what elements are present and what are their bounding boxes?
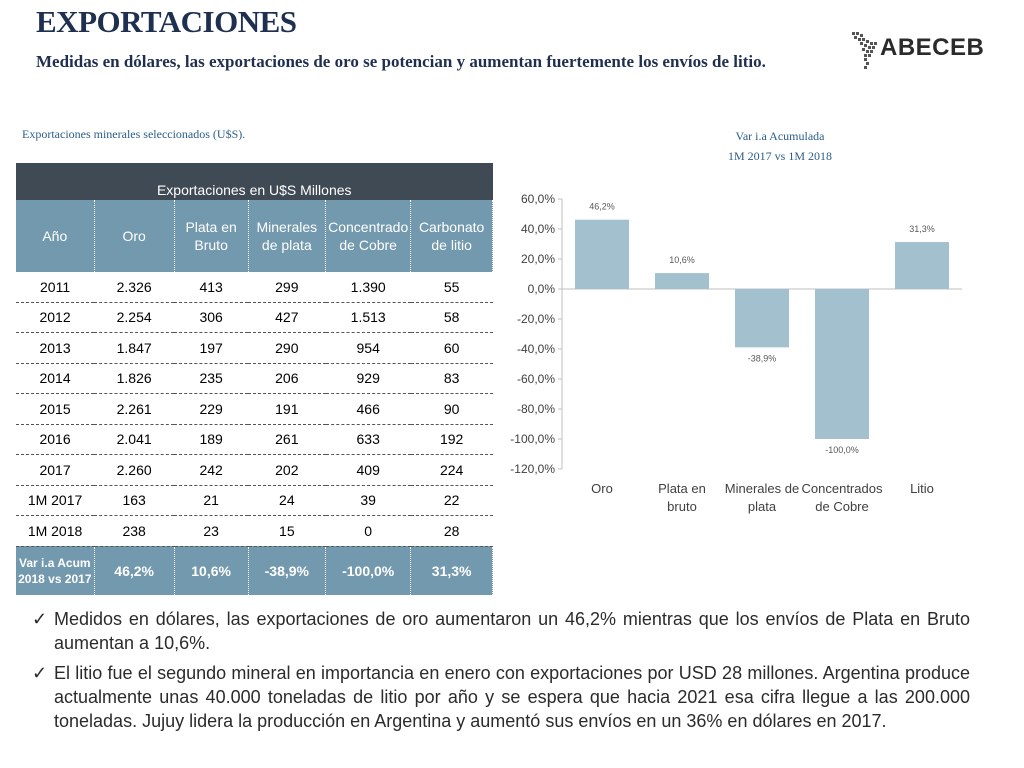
table-row <box>16 516 493 547</box>
y-tick-label: -60,0% <box>516 372 555 386</box>
data-label: -100,0% <box>825 445 859 455</box>
table-cell: 2.326 <box>94 272 174 302</box>
footer-cell: -38,9% <box>248 546 326 595</box>
table-cell: 242 <box>174 455 248 486</box>
page-subtitle: Medidas en dólares, las exportaciones de oro se potencian y aumentan fuertemente los envíos de litio. <box>36 52 766 71</box>
footer-cell: -100,0% <box>326 546 411 595</box>
table-cell: 28 <box>411 516 493 547</box>
table-caption: Exportaciones minerales seleccionados (U$S). <box>22 127 246 141</box>
table-cell: 58 <box>411 302 493 333</box>
logo-text: ABECEB <box>880 34 985 61</box>
table-cell: 2011 <box>16 272 94 302</box>
y-tick-label: -120,0% <box>510 462 555 476</box>
y-tick-label: -100,0% <box>510 432 555 446</box>
south-america-map-icon <box>850 30 880 72</box>
data-label: 46,2% <box>589 201 615 212</box>
table-row <box>16 455 493 486</box>
table-cell: 633 <box>326 424 411 455</box>
bullet-item <box>32 661 970 733</box>
table-cell: 2017 <box>16 455 94 486</box>
variation-bar-chart <box>494 180 984 540</box>
table-cell: 2013 <box>16 333 94 364</box>
column-header: Minerales de plata <box>248 200 326 272</box>
column-header: Concentrado de Cobre <box>326 200 411 272</box>
table-cell: 2015 <box>16 394 94 425</box>
table-cell: 23 <box>174 516 248 547</box>
y-tick-label: 60,0% <box>520 192 555 206</box>
exports-table <box>16 163 493 595</box>
table-cell: 290 <box>248 333 326 364</box>
table-cell: 1.847 <box>94 333 174 364</box>
table-cell: 299 <box>248 272 326 302</box>
page-title: EXPORTACIONES <box>36 4 297 39</box>
table-cell: 413 <box>174 272 248 302</box>
table-cell: 2014 <box>16 363 94 394</box>
footer-label: Var i.a Acum 2018 vs 2017 <box>16 546 94 595</box>
table-cell: 238 <box>94 516 174 547</box>
table-cell: 1.513 <box>326 302 411 333</box>
table-cell: 229 <box>174 394 248 425</box>
table-cell: 15 <box>248 516 326 547</box>
table-cell: 224 <box>411 455 493 486</box>
table-cell: 39 <box>326 485 411 516</box>
table-header-row <box>16 200 493 272</box>
table-cell: 191 <box>248 394 326 425</box>
y-tick-label: 20,0% <box>520 252 555 266</box>
table-footer-row <box>16 546 493 595</box>
table-cell: 2.261 <box>94 394 174 425</box>
table-cell: 206 <box>248 363 326 394</box>
table-cell: 83 <box>411 363 493 394</box>
table-cell: 1M 2017 <box>16 485 94 516</box>
table-cell: 24 <box>248 485 326 516</box>
bar <box>735 289 789 347</box>
table-row <box>16 272 493 302</box>
checkmark-icon: ✓ <box>32 663 48 683</box>
table-cell: 21 <box>174 485 248 516</box>
table-row <box>16 485 493 516</box>
x-tick-label: bruto <box>667 499 697 514</box>
table-cell: 189 <box>174 424 248 455</box>
data-label: 31,3% <box>909 224 935 235</box>
x-tick-label: Minerales de <box>724 481 800 496</box>
y-tick-label: -20,0% <box>516 312 555 326</box>
table-cell: 22 <box>411 485 493 516</box>
bar <box>895 242 949 289</box>
bar <box>815 289 869 439</box>
footer-cell: 10,6% <box>174 546 248 595</box>
table-cell: 1M 2018 <box>16 516 94 547</box>
table-cell: 2.254 <box>94 302 174 333</box>
table-cell: 409 <box>326 455 411 486</box>
table-cell: 1.826 <box>94 363 174 394</box>
table-cell: 2012 <box>16 302 94 333</box>
column-header: Oro <box>94 200 174 272</box>
y-tick-label: -80,0% <box>516 402 555 416</box>
checkmark-icon: ✓ <box>32 609 48 629</box>
table-row <box>16 333 493 364</box>
table-cell: 929 <box>326 363 411 394</box>
table-row <box>16 363 493 394</box>
abeceb-logo <box>850 30 1000 76</box>
footer-cell: 46,2% <box>94 546 174 595</box>
table-cell: 60 <box>411 333 493 364</box>
table-cell: 2.260 <box>94 455 174 486</box>
x-tick-label: Litio <box>910 481 934 496</box>
table-cell: 2016 <box>16 424 94 455</box>
x-tick-label: Plata en <box>658 481 706 496</box>
chart-caption <box>700 126 860 166</box>
bullet-list <box>32 607 970 739</box>
table-cell: 306 <box>174 302 248 333</box>
column-header: Plata en Bruto <box>174 200 248 272</box>
x-tick-label: Oro <box>591 481 613 496</box>
table-cell: 466 <box>326 394 411 425</box>
table-body <box>16 272 493 595</box>
x-tick-label: Concentrados <box>801 481 883 496</box>
table-title: Exportaciones en U$S Millones <box>16 163 493 200</box>
bullet-item <box>32 607 970 655</box>
table-cell: 0 <box>326 516 411 547</box>
table-cell: 2.041 <box>94 424 174 455</box>
table-cell: 235 <box>174 363 248 394</box>
table-row <box>16 302 493 333</box>
y-tick-label: -40,0% <box>516 342 555 356</box>
table-row <box>16 424 493 455</box>
y-tick-label: 40,0% <box>520 222 555 236</box>
bullet-text: El litio fue el segundo mineral en importancia en enero con exportaciones por USD 28 millones. Argentina produce actualmente unas 40.000 toneladas de litio por año y se espera que hacia 2021 esa cifra llegue a las 200.000 toneladas. Jujuy lidera la producción en Argentina y aumentó sus envíos en un 36% en dólares en 2017. <box>54 663 970 731</box>
column-header: Año <box>16 200 94 272</box>
x-tick-label: plata <box>747 499 777 514</box>
bar <box>575 220 629 289</box>
table-cell: 954 <box>326 333 411 364</box>
table-cell: 197 <box>174 333 248 364</box>
table-cell: 1.390 <box>326 272 411 302</box>
table-row <box>16 394 493 425</box>
table-cell: 202 <box>248 455 326 486</box>
x-tick-label: de Cobre <box>815 499 869 514</box>
table-cell: 55 <box>411 272 493 302</box>
bullet-text: Medidos en dólares, las exportaciones de oro aumentaron un 46,2% mientras que los envíos de Plata en Bruto aumentan a 10,6%. <box>54 609 970 653</box>
table-cell: 90 <box>411 394 493 425</box>
chart-caption-line1: Var i.a Acumulada <box>735 129 825 143</box>
footer-cell: 31,3% <box>411 546 493 595</box>
bar <box>655 273 709 289</box>
data-label: 10,6% <box>669 255 695 266</box>
y-tick-label: 0,0% <box>527 282 555 296</box>
table-cell: 192 <box>411 424 493 455</box>
table-cell: 163 <box>94 485 174 516</box>
data-label: -38,9% <box>747 353 777 364</box>
table-cell: 427 <box>248 302 326 333</box>
table-cell: 261 <box>248 424 326 455</box>
chart-caption-line2: 1M 2017 vs 1M 2018 <box>727 149 832 163</box>
column-header: Carbonato de litio <box>411 200 493 272</box>
